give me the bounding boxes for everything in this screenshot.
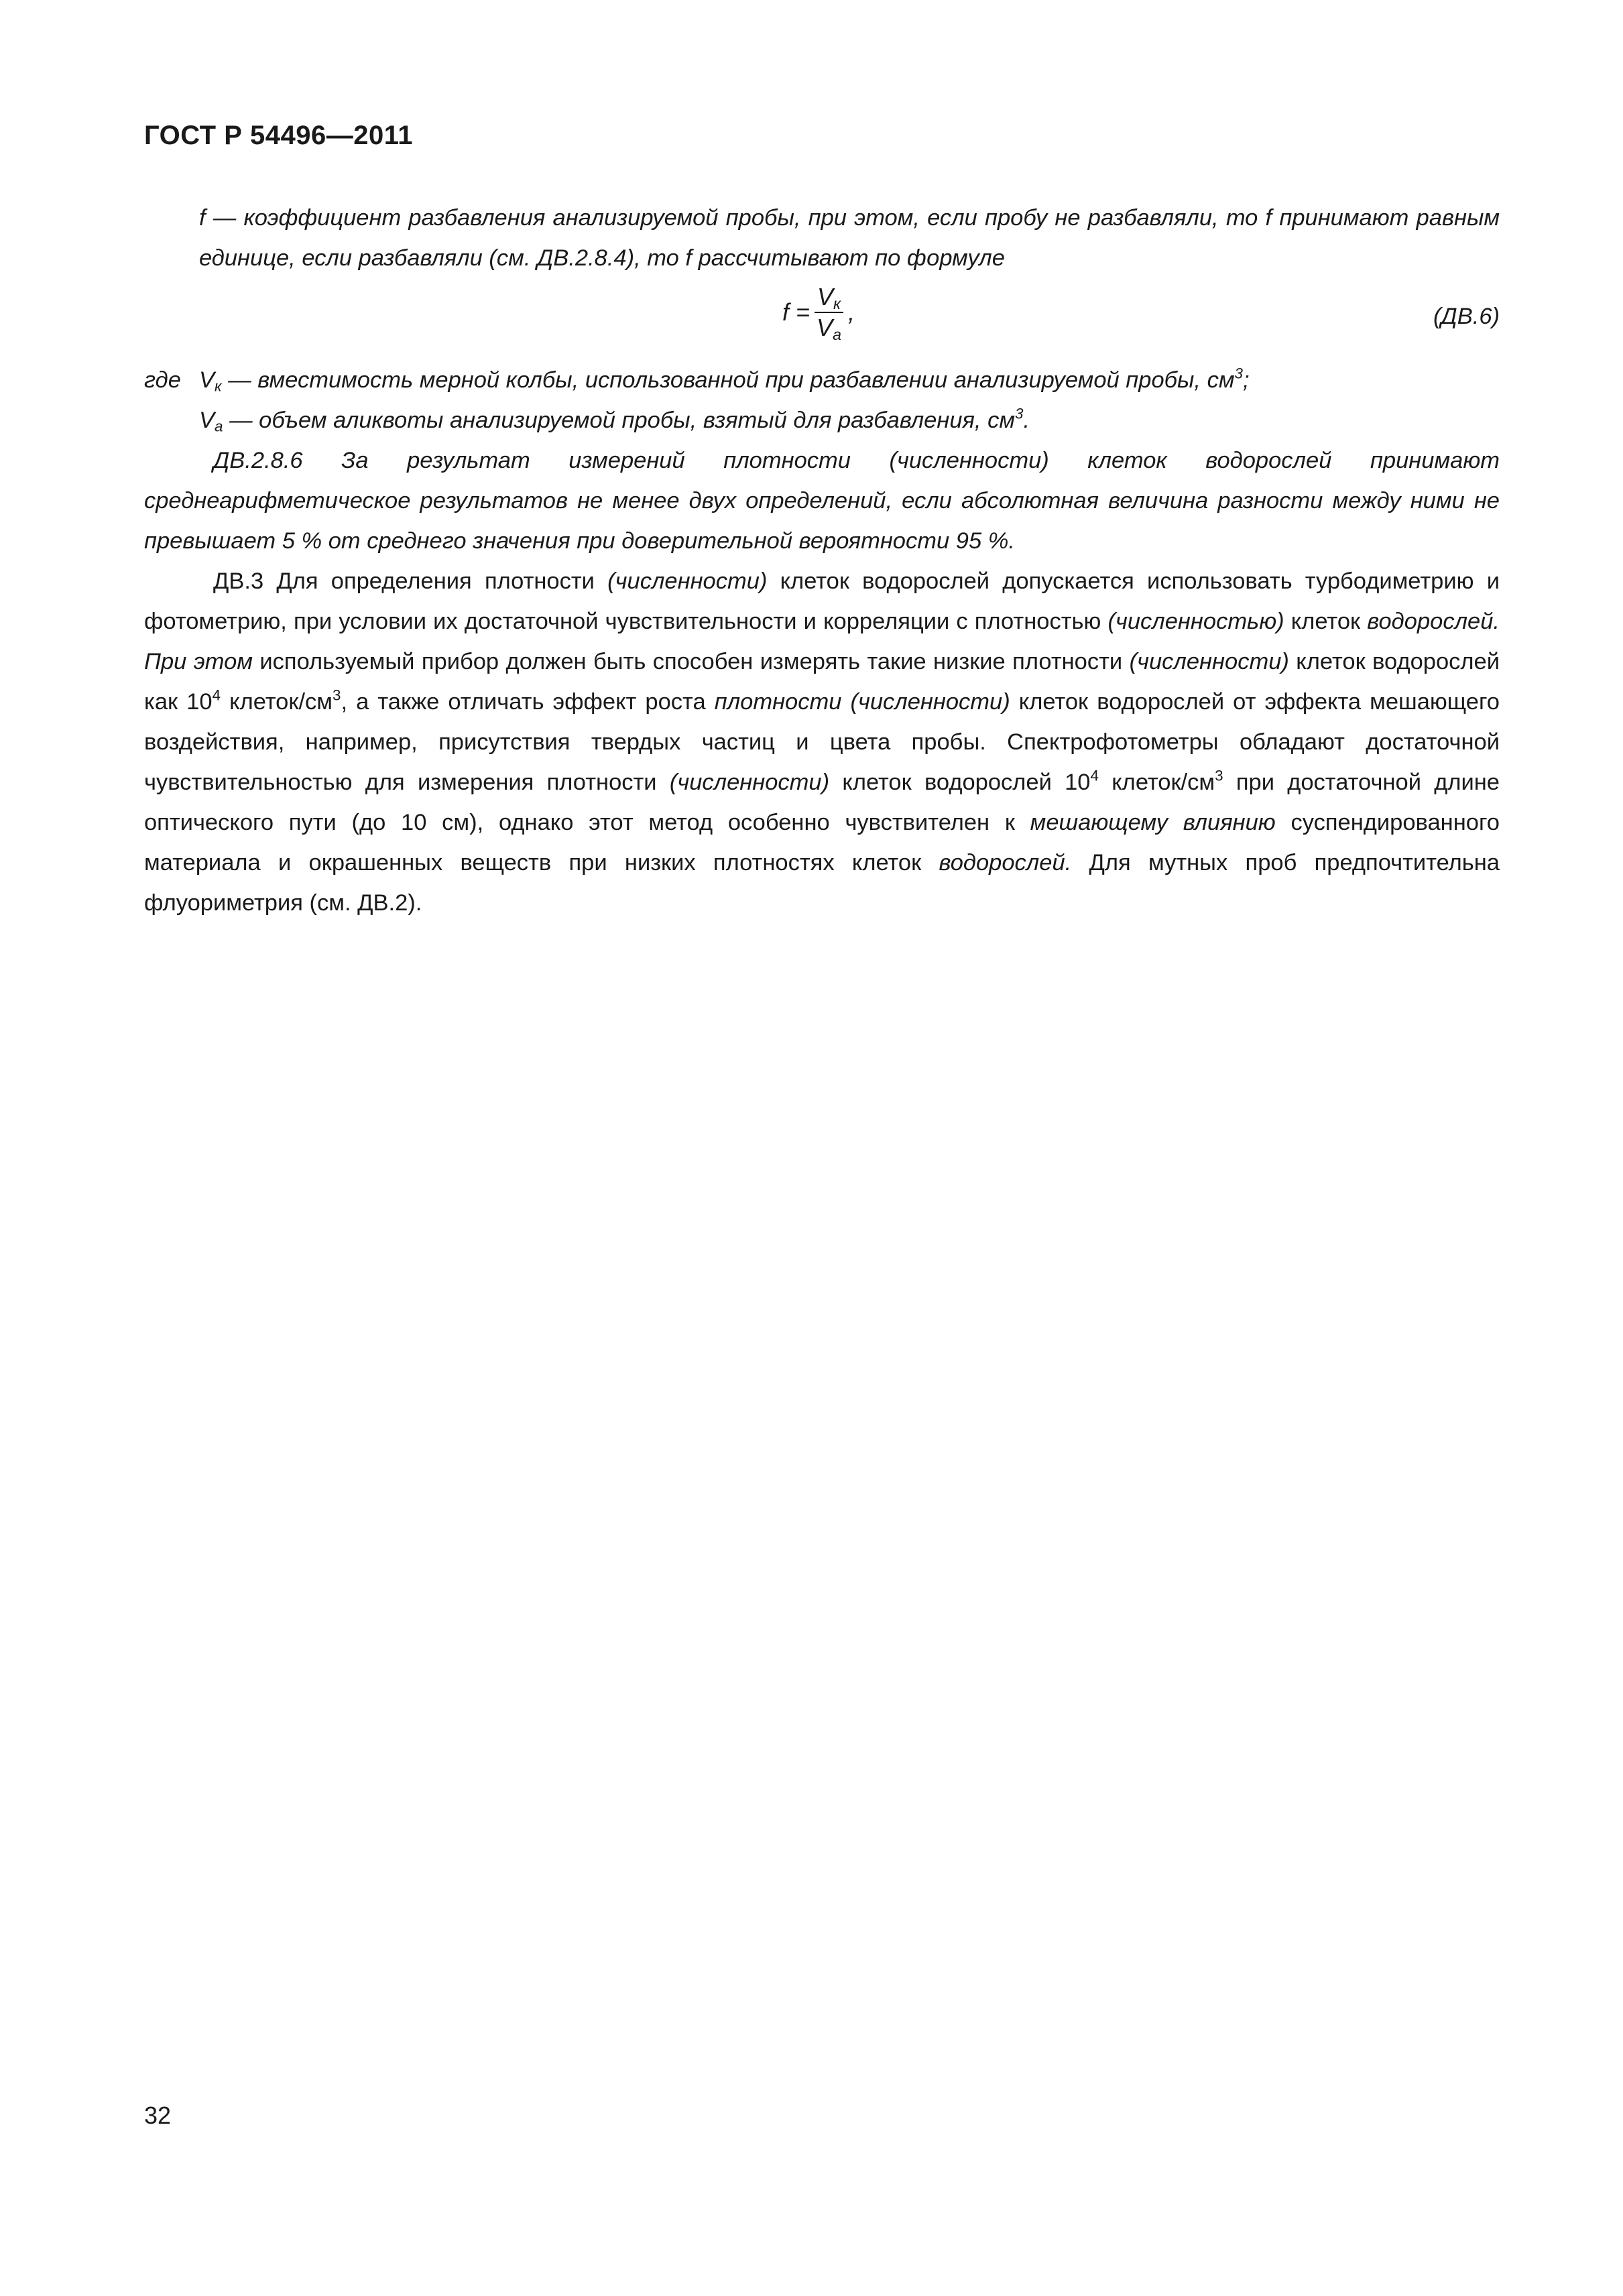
formula-denominator: $V_а$ [817, 314, 842, 343]
formula-fraction [814, 284, 844, 341]
formula-lhs: f = [782, 298, 810, 326]
page-content [144, 198, 1500, 923]
paragraph-dv-3: ДВ.3 Для определения плотности (численности) клеток водорослей допускается использовать турбодиметрию и фотометрию, при условии их достаточной чувствительности и корреляции с плотностью (численностью) клеток водорослей. При этом используемый прибор должен быть способен измерять такие низкие плотности (численности) клеток водорослей как $10^4$ клеток/$см^3$, а также отличать эффект роста плотности (численности) клеток водорослей от эффекта мешающего воздействия, например, присутствия твердых частиц и цвета пробы. Спектрофотометры обладают достаточной чувствительностью для измерения плотности (численности) клеток водорослей $10^4$ клеток/$см^3$ при достаточной длине оптического пути (до 10 см), однако этот метод особенно чувствителен к мешающему влиянию суспендированного материала и окрашенных веществ при низких плотностях клеток водорослей. Для мутных проб предпочтительна флуориметрия (см. ДВ.2). [144, 568, 1500, 916]
formula-comma: , [848, 298, 855, 326]
document-header: ГОСТ Р 54496—2011 [144, 121, 413, 150]
page-number: 32 [144, 2102, 172, 2129]
formula-numerator: $V_к$ [815, 284, 843, 313]
paragraph-dv-2-8-6: ДВ.2.8.6 За результат измерений плотности (численности) клеток водорослей принимают среднеарифметическое результатов не менее двух определений, если абсолютная величина разности между ними не превышает 5 % от среднего значения при доверительной вероятности 95 %. [144, 448, 1500, 554]
where-label: где [144, 367, 181, 393]
equation-number: (ДВ.6) [1433, 304, 1500, 329]
formula-row [144, 278, 1500, 360]
where-va: $V_а$ — объем аликвоты анализируемой пробы, взятый для разбавления, $см^3$. [199, 405, 1030, 435]
formula-dv6 [782, 284, 855, 341]
where-vk: где $V_к$ — вместимость мерной колбы, использованной при разбавлении анализируемой пробы, $см^3$; [144, 360, 1500, 400]
definition-f: f — коэффициент разбавления анализируемой пробы, при этом, если пробу не разбавляли, то f принимают равным единице, если разбавляли (см. ДВ.2.8.4), то f рассчитывают по формуле [199, 205, 1500, 271]
